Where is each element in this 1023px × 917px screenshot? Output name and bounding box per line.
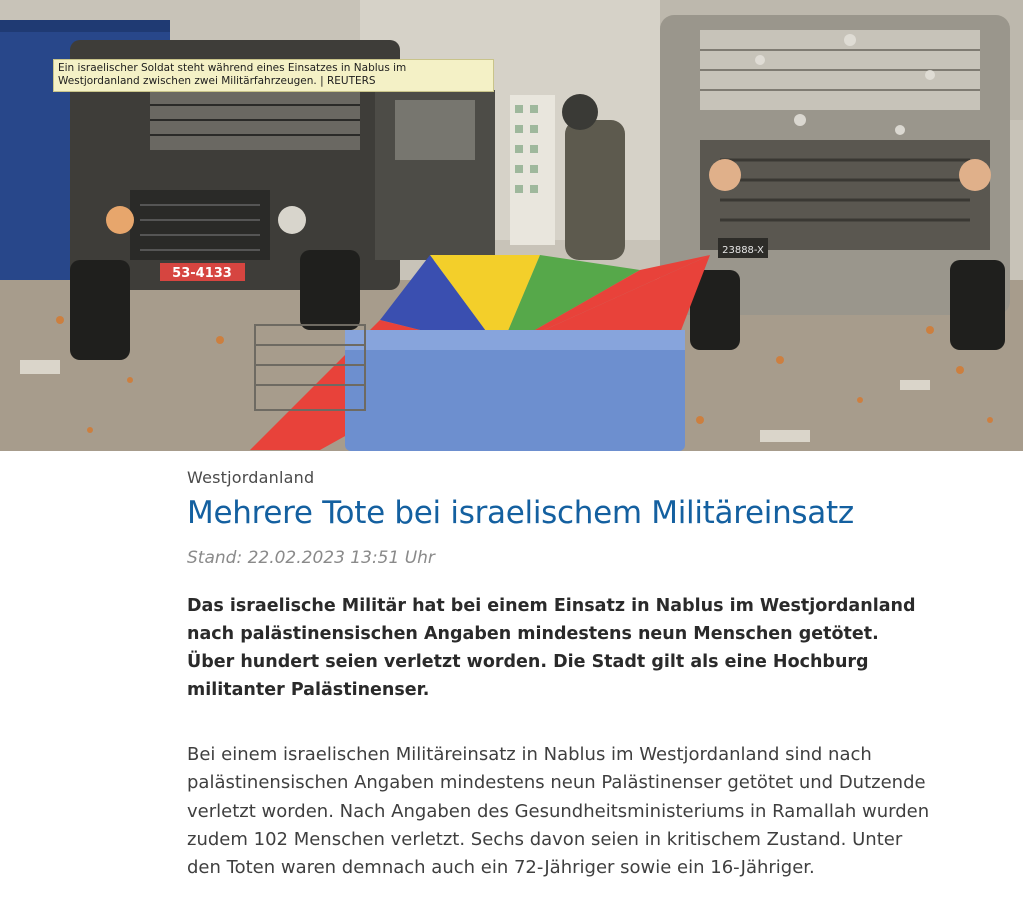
image-caption: Ein israelischer Soldat steht während eines Einsatzes in Nablus im Westjordanland zwischen zwei Militärfahrzeugen. | REUTERS [53, 59, 494, 92]
article-headline: Mehrere Tote bei israelischem Militäreinsatz [187, 495, 854, 531]
article-body-paragraph: Bei einem israelischen Militäreinsatz in Nablus im Westjordanland sind nach palästinensischen Angaben mindestens neun Palästinenser getötet und Dutzende verletzt worden. Nach Angaben des Gesundheitsministeriums in Ramallah wurden zudem 102 Menschen verletzt. Sechs davon seien in kritischem Zustand. Unter den Toten waren demnach auch ein 72-Jähriger sowie ein 16-Jähriger. [187, 744, 930, 879]
license-plate-right: 23888-X [722, 245, 764, 256]
article-timestamp: Stand: 22.02.2023 13:51 Uhr [187, 548, 435, 568]
article-kicker: Westjordanland [187, 468, 315, 487]
article-lead: Das israelische Militär hat bei einem Einsatz in Nablus im Westjordanland nach palästinensischen Angaben mindestens neun Menschen getötet. Über hundert seien verletzt worden. Die Stadt gilt als eine Hochburg militanter Palästinenser. [187, 596, 916, 700]
hero-image [0, 0, 1023, 451]
license-plate-left: 53-4133 [172, 266, 232, 281]
article-content [187, 451, 947, 900]
